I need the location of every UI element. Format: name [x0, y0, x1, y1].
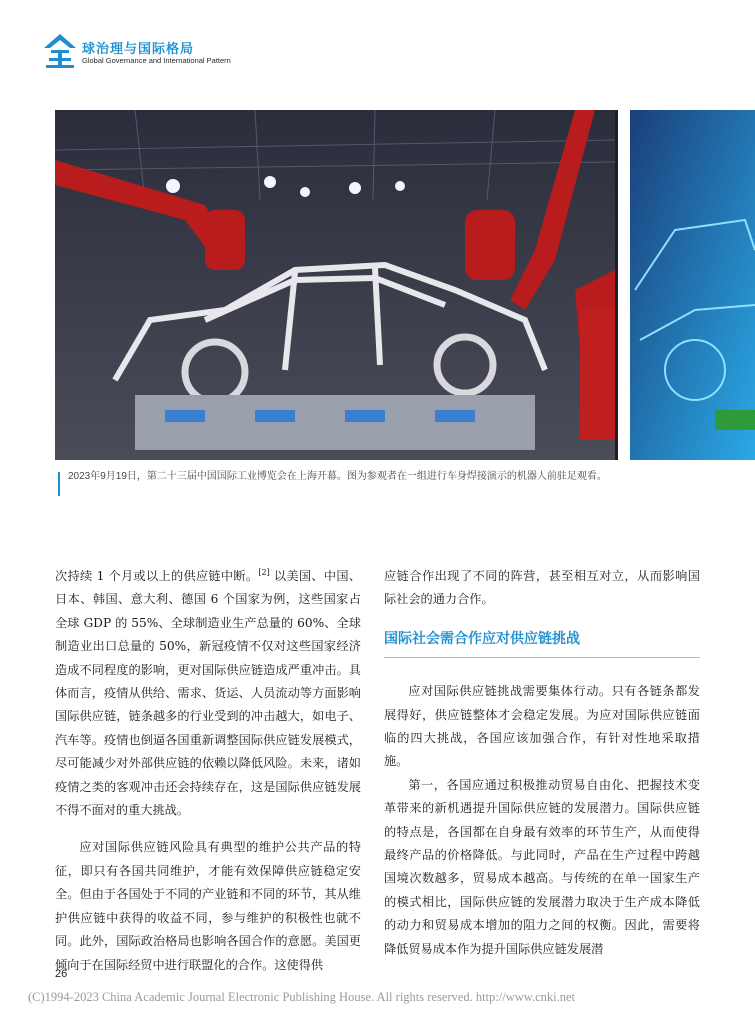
exhibition-photo [55, 110, 755, 460]
photo-caption: 2023年9月19日，第二十三届中国国际工业博览会在上海开幕。图为参观者在一组进行车身焊接演示的机器人前驻足观看。 [68, 471, 607, 482]
right-paragraph-2: 应对国际供应链挑战需要集体行动。只有各链条都发展得好，供应链整体才会稳定发展。为应对国际供应链面临的四大挑战，各国应该加强合作，有针对性地采取措施。 [384, 684, 700, 769]
right-paragraph-1: 应链合作出现了不同的阵营，甚至相互对立，从而影响国际社会的通力合作。 [384, 569, 700, 607]
left-paragraph-1-text-b: 以美国、中国、日本、韩国、意大利、德国 6 个国家为例，这些国家占全球 GDP 的 55%、全球制造业生产总量的 60%、全球制造业出口总量的 50%，新冠疫情不仅对这些国家经济造成不同程度的影响，更对国际供应链造成严重冲击。具体而言，疫情从供给、需求、货运、人员流动等方面影响国际供应链，链条越多的行业受到的冲击越大，如电子、汽车等。疫情也倒逼各国重新调整国际供应链发展模式，尽可能减少对外部供应链的依赖以降低风险。未来，诸如疫情之类的客观冲击还会持续存在，这是国际供应链发展不得不面对的重大挑战。 [55, 569, 361, 818]
journal-subtitle: Global Governance and International Pattern [82, 56, 231, 65]
copyright-footer: (C)1994-2023 China Academic Journal Electronic Publishing House. All rights reserved. http://www.cnki.net [28, 990, 576, 1004]
left-paragraph-1 [55, 565, 361, 822]
journal-title: 球治理与国际格局 [82, 42, 195, 57]
caption-accent-bar [58, 472, 60, 496]
journal-logo [42, 32, 78, 70]
left-column [55, 565, 361, 977]
page-number: 26 [55, 968, 68, 980]
right-column [384, 565, 700, 961]
left-paragraph-1-text-a: 次持续 1 个月或以上的供应链中断。 [55, 569, 259, 583]
section-heading: 国际社会需合作应对供应链挑战 [384, 628, 700, 658]
left-paragraph-2: 应对国际供应链风险具有典型的维护公共产品的特征，即只有各国共同维护，才能有效保障供应链稳定安全。但由于各国处于不同的产业链和不同的环节，其从维护供应链中获得的收益不同，参与维护的积极性也就不同。此外，国际政治格局也影响各国合作的意愿。美国更倾向于在国际经贸中进行联盟化的合作。这使得供 [55, 840, 361, 972]
right-paragraph-3: 第一，各国应通过积极推动贸易自由化、把握技术变革带来的新机遇提升国际供应链的发展潜力。国际供应链的特点是，各国都在自身最有效率的环节生产，从而使得最终产品的价格降低。与此同时，产品在生产过程中跨越国境次数越多，贸易成本越高。与传统的在单一国家生产的模式相比，国际供应链的发展潜力取决于生产成本降低的动力和贸易成本增加的阻力之间的权衡。因此，需要将降低贸易成本作为提升国际供应链发展潜 [384, 777, 700, 956]
footnote-ref[interactable]: [2] [258, 567, 270, 577]
